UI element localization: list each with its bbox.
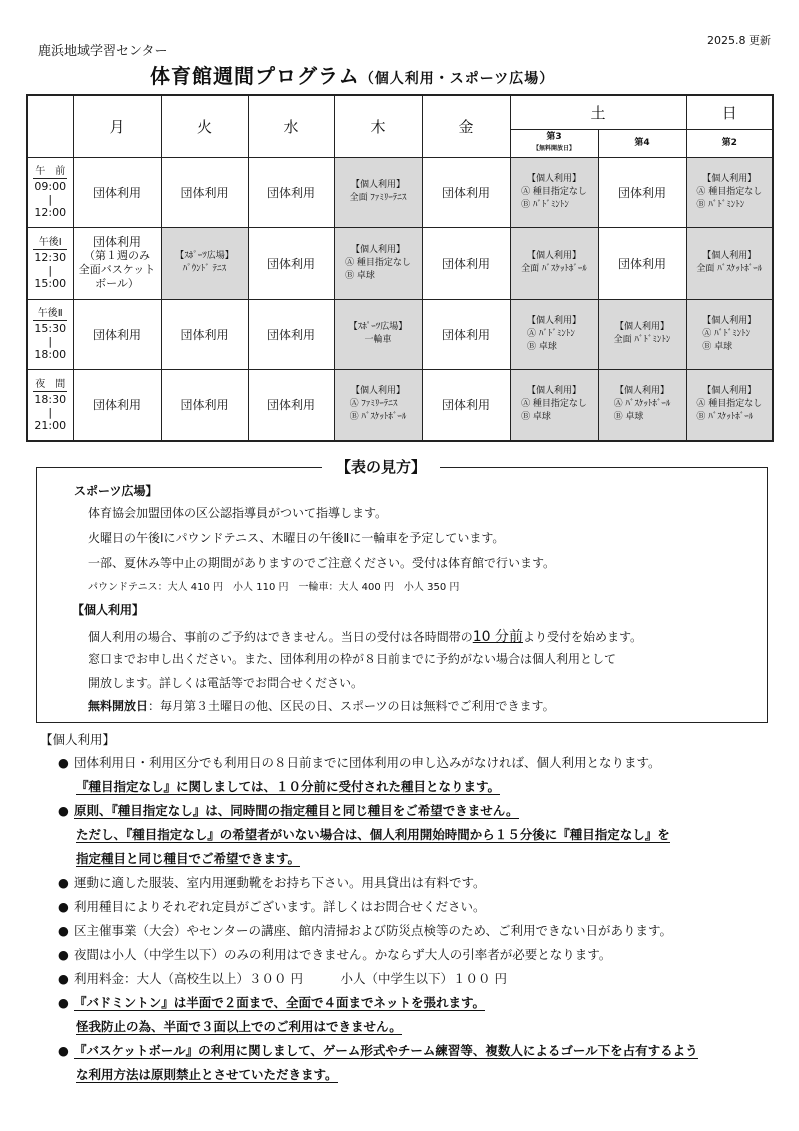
cell-line: ﾊﾟｳﾝﾄﾞ ﾃﾆｽ (182, 264, 227, 274)
time-t1: 15:30 (34, 322, 67, 335)
bullet: ● (58, 803, 69, 818)
rule-2-cont-2 (76, 849, 300, 867)
cell-line: 【個人利用】 (614, 386, 669, 397)
cell-line: 【個人利用】 (526, 173, 581, 184)
schedule-cell-wed: 団体利用 (248, 157, 334, 227)
time-sep: | (48, 335, 53, 348)
day-header-mon: 月 (73, 95, 161, 157)
cell-line: Ⓐ ﾊﾞﾄﾞﾐﾝﾄﾝ (702, 328, 751, 339)
cell-line: Ⓑ 卓球 (521, 412, 551, 423)
cell-line: Ⓐ 種目指定なし (521, 186, 587, 197)
cell-line: Ⓐ 種目指定なし (345, 257, 411, 268)
rule-text: 指定種目と同じ種目でご希望できます。 (76, 851, 301, 866)
time-t1: 09:00 (34, 180, 67, 193)
bullet: ● (58, 971, 69, 986)
schedule-cell-fri: 団体利用 (422, 157, 510, 227)
cell-line: Ⓐ 種目指定なし (696, 186, 763, 197)
bullet: ● (58, 995, 69, 1010)
schedule-row (27, 157, 773, 227)
rule-1 (58, 753, 661, 771)
cell-line: Ⓑ 卓球 (702, 341, 733, 352)
schedule-cell-fri: 団体利用 (422, 299, 510, 369)
personal-line-3: 開放します。詳しくは電話等でお問合せください。 (88, 676, 364, 690)
sports-line-1: 体育協会加盟団体の区公認指導員がついて指導します。 (88, 506, 388, 520)
rules-heading: 【個人利用】 (40, 732, 116, 747)
schedule-cell-sat3 (510, 299, 598, 369)
title-main: 体育館週間プログラム (150, 64, 360, 88)
schedule-cell-thu (334, 157, 422, 227)
personal-line-1a: 個人利用の場合、事前のご予約はできません。当日の受付は各時間帯の (88, 630, 473, 644)
schedule-cell-wed: 団体利用 (248, 227, 334, 299)
rule-text: 団体利用日・利用区分でも利用日の８日前までに団体利用の申し込みがなければ、個人利用となります。 (74, 755, 661, 770)
schedule-cell-tue: 団体利用 (161, 369, 248, 441)
day-header-wed: 水 (248, 95, 334, 157)
sports-line-3: 一部、夏休み等中止の期間がありますのでご注意ください。受付は体育館で行います。 (88, 556, 556, 570)
cell-line: 【個人利用】 (526, 251, 581, 261)
time-slot-cell (27, 299, 73, 369)
schedule-cell-mon: 団体利用 (73, 157, 161, 227)
cell-line: Ⓐ ﾊﾞﾄﾞﾐﾝﾄﾝ (526, 328, 575, 339)
time-label: 夜 間 (35, 378, 66, 390)
schedule-cell-sat3 (510, 369, 598, 441)
schedule-cell-sat4: 団体利用 (598, 157, 686, 227)
rule-5 (58, 921, 672, 939)
schedule-cell-sun2 (686, 299, 773, 369)
schedule-cell-sun2 (686, 157, 773, 227)
sports-fees: パウンドテニス：大人 410 円 小人 110 円 一輪車：大人 400 円 小人 350 円 (88, 582, 460, 593)
cell-line: Ⓐ ﾌｧﾐﾘｰﾃﾆｽ (349, 399, 398, 410)
bullet: ● (58, 755, 69, 770)
update-date: 2025.8 更新 (707, 34, 771, 47)
rule-text: 『バドミントン』は半面で２面まで、全面で４面までネットを張れます。 (74, 995, 486, 1010)
cell-line: 一輪車 (364, 335, 392, 345)
schedule-cell-fri: 団体利用 (422, 369, 510, 441)
schedule-cell-sat3 (510, 227, 598, 299)
rule-9 (58, 1041, 698, 1059)
schedule-cell-thu (334, 299, 422, 369)
cell-line: 全面 ﾌｧﾐﾘｰﾃﾆｽ (349, 193, 407, 203)
schedule-cell-tue: 団体利用 (161, 157, 248, 227)
day-header-tue: 火 (161, 95, 248, 157)
time-t1: 12:30 (34, 251, 67, 264)
rule-3 (58, 873, 486, 891)
rule-6 (58, 945, 611, 963)
bullet: ● (58, 1043, 69, 1058)
time-t2: 12:00 (34, 206, 67, 219)
time-t2: 21:00 (34, 418, 67, 432)
schedule-cell-fri: 団体利用 (422, 227, 510, 299)
cell-line: 全面 ﾊﾞﾄﾞﾐﾝﾄﾝ (613, 335, 671, 345)
time-sep: | (48, 405, 53, 419)
schedule-cell-mon: 団体利用 (73, 299, 161, 369)
time-label: 午後Ⅱ (33, 307, 67, 321)
cell-line: ボール） (95, 277, 139, 290)
cell-line: 全面バスケット (78, 263, 156, 276)
bullet: ● (58, 923, 69, 938)
cell-line: 【個人利用】 (702, 173, 757, 184)
rule-8 (58, 993, 485, 1011)
cell-line: （第１週のみ (84, 249, 150, 262)
day-header-sun: 日 (686, 95, 773, 129)
weekly-schedule-table (26, 94, 774, 442)
cell-line: 【個人利用】 (350, 386, 405, 397)
cell-line: 【個人利用】 (350, 180, 405, 190)
rule-text: 『バスケットボール』の利用に関しまして、ゲーム形式やチーム練習等、複数人によるゴール下を占有するよう (74, 1043, 698, 1058)
schedule-cell-sat4: 団体利用 (598, 227, 686, 299)
rule-text: ただし、『種目指定なし』の希望者がいない場合は、個人利用開始時間から１５分後に『種目指定なし』を (76, 827, 670, 842)
time-slot-cell (27, 227, 73, 299)
schedule-cell-sun2 (686, 227, 773, 299)
sat-3rd-header (510, 129, 598, 157)
time-t1: 18:30 (34, 392, 67, 406)
schedule-cell-tue (161, 227, 248, 299)
schedule-cell-thu (334, 369, 422, 441)
rule-8-cont (76, 1017, 402, 1035)
schedule-cell-thu (334, 227, 422, 299)
schedule-cell-mon (73, 227, 161, 299)
cell-line: 全面 ﾊﾞｽｹｯﾄﾎﾞｰﾙ (696, 264, 763, 274)
cell-line: 【個人利用】 (702, 386, 757, 397)
cell-line: 【ｽﾎﾟｰﾂ広場】 (348, 322, 408, 332)
cell-line: Ⓑ ﾊﾞｽｹｯﾄﾎﾞｰﾙ (349, 412, 407, 423)
cell-line: 【個人利用】 (702, 251, 757, 261)
cell-line: Ⓑ 卓球 (613, 412, 644, 423)
rule-text: 利用料金：大人（高校生以上）３００ 円 小人（中学生以下）１００ 円 (74, 971, 507, 986)
time-slot-cell (27, 157, 73, 227)
cell-line: 団体利用 (92, 235, 141, 249)
ten-minutes-before: 10 分前 (472, 629, 523, 645)
cell-line: Ⓑ ﾊﾞﾄﾞﾐﾝﾄﾝ (521, 199, 569, 210)
cell-line: Ⓑ 卓球 (345, 270, 375, 281)
legend-title: 【表の見方】 (322, 456, 440, 477)
schedule-cell-wed: 団体利用 (248, 299, 334, 369)
rule-text: 原則、『種目指定なし』は、同時間の指定種目と同じ種目をご希望できません。 (74, 803, 519, 818)
schedule-cell-wed: 団体利用 (248, 369, 334, 441)
personal-line-2: 窓口までお申し出ください。また、団体利用の枠が８日前までに予約がない場合は個人利用として (88, 652, 617, 666)
cell-line: Ⓐ ﾊﾞｽｹｯﾄﾎﾞｰﾙ (613, 399, 671, 410)
title-sub: （個人利用・スポーツ広場） (359, 71, 555, 87)
schedule-cell-sat4 (598, 369, 686, 441)
personal-heading: 【個人利用】 (72, 603, 145, 617)
rule-1-note (76, 777, 500, 795)
personal-line-1 (88, 626, 642, 646)
cell-line: Ⓐ 種目指定なし (696, 399, 763, 410)
cell-line: 【ｽﾎﾟｰﾂ広場】 (175, 251, 234, 261)
day-header-sat: 土 (510, 95, 686, 129)
day-header-thu: 木 (334, 95, 422, 157)
schedule-cell-sun2 (686, 369, 773, 441)
rule-7 (58, 969, 507, 987)
cell-line: 【個人利用】 (350, 244, 405, 255)
personal-line-1c: より受付を始めます。 (523, 630, 643, 644)
schedule-row (27, 227, 773, 299)
sat-4th-header: 第4 (598, 129, 686, 157)
cell-line: Ⓐ 種目指定なし (521, 399, 587, 410)
bullet: ● (58, 899, 69, 914)
schedule-cell-tue: 団体利用 (161, 299, 248, 369)
rule-2 (58, 801, 519, 819)
free-open-note: 【無料開放日】 (532, 145, 575, 152)
rule-text: 運動に適した服装、室内用運動靴をお持ち下さい。用具貸出は有料です。 (74, 875, 486, 890)
time-label: 午後Ⅰ (33, 236, 67, 250)
time-label: 午 前 (35, 166, 66, 177)
bullet: ● (58, 875, 69, 890)
cell-line: 【個人利用】 (526, 386, 581, 397)
time-slot-cell (27, 369, 73, 441)
time-t2: 18:00 (34, 348, 67, 361)
free-day-line (88, 697, 555, 714)
rule-9-cont (76, 1065, 338, 1083)
cell-line: 【個人利用】 (702, 315, 757, 326)
rule-text: 利用種目によりそれぞれ定員がございます。詳しくはお問合せください。 (74, 899, 486, 914)
free-day-text: ：毎月第３土曜日の他、区民の日、スポーツの日は無料でご利用できます。 (148, 699, 555, 713)
cell-line: 【個人利用】 (614, 322, 669, 332)
time-t2: 15:00 (34, 277, 67, 290)
sports-line-2: 火曜日の午後Ⅰにパウンドテニス、木曜日の午後Ⅱに一輪車を予定しています。 (88, 531, 505, 545)
cell-line: 【個人利用】 (526, 315, 581, 326)
day-header-fri: 金 (422, 95, 510, 157)
schedule-row (27, 369, 773, 441)
center-name: 鹿浜地域学習センター (38, 44, 168, 59)
cell-line: 全面 ﾊﾞｽｹｯﾄﾎﾞｰﾙ (521, 264, 587, 274)
rule-text: 区主催事業（大会）やセンターの講座、館内清掃および防災点検等のため、ご利用できない日があります。 (74, 923, 673, 938)
rule-text: 『種目指定なし』に関しましては、１０分前に受付された種目となります。 (76, 779, 501, 794)
cell-line: Ⓑ 卓球 (526, 341, 557, 352)
cell-line: Ⓑ ﾊﾞﾄﾞﾐﾝﾄﾝ (696, 199, 745, 210)
free-day-label: 無料開放日 (88, 699, 149, 713)
time-sep: | (48, 264, 53, 277)
sports-heading: スポーツ広場】 (74, 484, 158, 498)
rule-text: 夜間は小人（中学生以下）のみの利用はできません。かならず大人の引率者が必要となります。 (74, 947, 612, 962)
schedule-cell-mon: 団体利用 (73, 369, 161, 441)
schedule-cell-sat3 (510, 157, 598, 227)
rule-2-cont-1 (76, 825, 670, 843)
cell-line: Ⓑ ﾊﾞｽｹｯﾄﾎﾞｰﾙ (696, 412, 754, 423)
rule-text: な利用方法は原則禁止とさせていただきます。 (76, 1067, 338, 1082)
bullet: ● (58, 947, 69, 962)
rule-text: 怪我防止の為、半面で３面以上でのご利用はできません。 (76, 1019, 402, 1034)
corner-cell (27, 95, 73, 157)
time-sep: | (48, 193, 53, 206)
sun-2nd-header: 第2 (686, 129, 773, 157)
schedule-cell-sat4 (598, 299, 686, 369)
schedule-row (27, 299, 773, 369)
sat-3rd-label: 第3 (546, 132, 562, 142)
page-title (150, 60, 554, 89)
rule-4 (58, 897, 486, 915)
